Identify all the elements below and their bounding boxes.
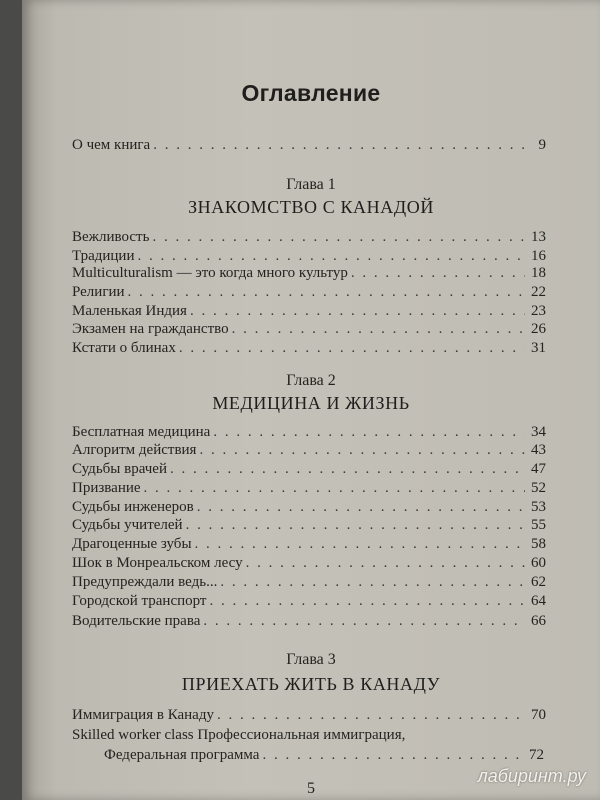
entry-title: Экзамен на гражданство xyxy=(72,321,229,337)
entry-title: Судьбы учителей xyxy=(72,517,183,533)
toc-entry xyxy=(72,613,546,633)
toc-entry-line: Skilled worker class Профессиональная иммиграция, xyxy=(72,727,406,743)
entry-page: 43 xyxy=(531,442,546,458)
toc-entry xyxy=(72,284,546,304)
entry-title: Предупреждали ведь... xyxy=(72,574,218,590)
entry-title: Драгоценные зубы xyxy=(72,536,192,552)
leader-dots xyxy=(195,536,525,553)
entry-title: Традиции xyxy=(72,248,135,264)
leader-dots xyxy=(144,480,525,497)
entry-title: Алгоритм действия xyxy=(72,442,197,458)
entry-page: 64 xyxy=(531,593,546,609)
book-page xyxy=(22,0,600,800)
entry-page: 72 xyxy=(529,747,544,763)
chapter-2-label: Глава 2 xyxy=(286,372,336,389)
entry-page: 52 xyxy=(531,480,546,496)
entry-title: Федеральная программа xyxy=(104,747,260,763)
entry-page: 22 xyxy=(531,284,546,300)
entry-page: 9 xyxy=(538,137,546,153)
entry-page: 66 xyxy=(531,613,546,629)
leader-dots xyxy=(179,340,525,357)
entry-title: Шок в Монреальском лесу xyxy=(72,555,243,571)
leader-dots xyxy=(152,229,525,246)
chapter-3-title: ПРИЕХАТЬ ЖИТЬ В КАНАДУ xyxy=(181,674,441,694)
entry-page: 60 xyxy=(531,555,546,571)
toc-entry xyxy=(72,707,546,727)
toc-entry xyxy=(72,265,546,285)
leader-dots xyxy=(351,265,525,282)
entry-title: Кстати о блинах xyxy=(72,340,176,356)
leader-dots xyxy=(213,424,525,441)
entry-title: Призвание xyxy=(72,480,141,496)
entry-title: Иммиграция в Канаду xyxy=(72,707,214,723)
entry-page: 16 xyxy=(531,248,546,264)
entry-page: 13 xyxy=(531,229,546,245)
toc-entry xyxy=(72,555,546,575)
entry-page: 62 xyxy=(531,574,546,590)
leader-dots xyxy=(170,461,525,478)
entry-title: Маленькая Индия xyxy=(72,303,187,319)
entry-title: Городской транспорт xyxy=(72,593,207,609)
entry-title: Судьбы врачей xyxy=(72,461,167,477)
entry-page: 70 xyxy=(531,707,546,723)
entry-page: 31 xyxy=(531,340,546,356)
watermark-logo: лабиринт.ру xyxy=(477,766,586,786)
toc-entry xyxy=(72,229,546,249)
toc-entry xyxy=(72,536,546,556)
leader-dots xyxy=(197,499,525,516)
entry-title: Вежливость xyxy=(72,229,150,245)
entry-title: Водительские права xyxy=(72,613,201,629)
leader-dots xyxy=(128,284,525,301)
toc-entry xyxy=(72,480,546,500)
entry-title: О чем книга xyxy=(72,137,151,153)
entry-title: Бесплатная медицина xyxy=(72,424,211,440)
entry-title: Судьбы инженеров xyxy=(72,499,194,515)
leader-dots xyxy=(220,574,525,591)
toc-entry xyxy=(72,517,546,537)
toc-entry xyxy=(72,340,546,360)
leader-dots xyxy=(153,137,525,154)
entry-title: Multiculturalism — это когда много культур xyxy=(72,265,348,281)
leader-dots xyxy=(186,517,525,534)
leader-dots xyxy=(190,303,525,320)
entry-page: 34 xyxy=(531,424,546,440)
leader-dots xyxy=(246,555,525,572)
chapter-3-label: Глава 3 xyxy=(286,651,336,668)
page-number: 5 xyxy=(307,780,315,797)
entry-page: 18 xyxy=(531,265,546,281)
entry-page: 23 xyxy=(531,303,546,319)
leader-dots xyxy=(209,593,525,610)
leader-dots xyxy=(262,747,523,764)
entry-page: 53 xyxy=(531,499,546,515)
toc-entry xyxy=(72,499,546,519)
toc-entry xyxy=(72,442,546,462)
toc-entry xyxy=(104,747,544,767)
leader-dots xyxy=(199,442,525,459)
toc-entry-intro xyxy=(72,137,546,157)
entry-page: 58 xyxy=(531,536,546,552)
toc-entry xyxy=(72,574,546,594)
toc-entry xyxy=(72,321,546,341)
entry-page: 47 xyxy=(531,461,546,477)
chapter-1-title: ЗНАКОМСТВО С КАНАДОЙ xyxy=(188,197,434,217)
toc-title: Оглавление xyxy=(241,80,381,106)
toc-entry xyxy=(72,303,546,323)
toc-entry xyxy=(72,593,546,613)
leader-dots xyxy=(232,321,525,338)
toc-entry xyxy=(72,461,546,481)
entry-page: 26 xyxy=(531,321,546,337)
entry-title: Религии xyxy=(72,284,125,300)
entry-page: 55 xyxy=(531,517,546,533)
chapter-1-label: Глава 1 xyxy=(286,176,336,193)
leader-dots xyxy=(138,248,526,265)
leader-dots xyxy=(217,707,525,724)
leader-dots xyxy=(203,613,525,630)
toc-entry xyxy=(72,424,546,444)
chapter-2-title: МЕДИЦИНА И ЖИЗНЬ xyxy=(212,393,410,413)
